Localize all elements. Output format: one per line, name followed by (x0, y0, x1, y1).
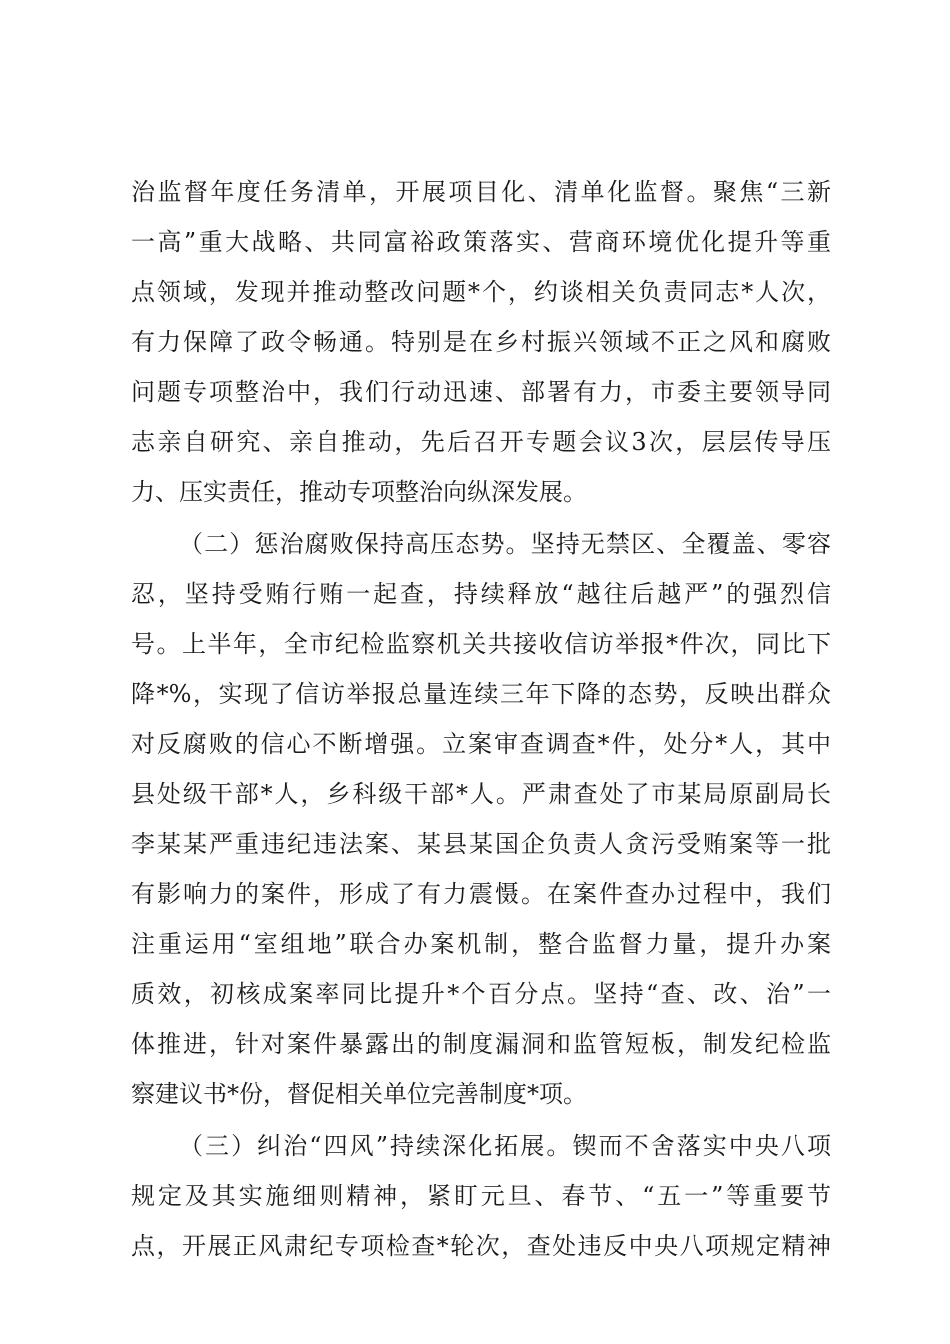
body-text-line: 点领域，发现并推动整改问题*个，约谈相关负责同志*人次， (131, 278, 831, 306)
body-text-line: 李某某严重违纪违法案、某县某国企负责人贪污受贿案等一批 (131, 830, 831, 858)
body-text-line: 县处级干部*人，乡科级干部*人。严肃查处了市某局原副局长 (131, 780, 831, 808)
body-text-line: 对反腐败的信心不断增强。立案审查调查*件，处分*人，其中 (131, 730, 831, 758)
body-text-line: 质效，初核成案率同比提升*个百分点。坚持“查、改、治”一 (131, 980, 831, 1008)
body-text-line: 力、压实责任，推动专项整治向纵深发展。 (131, 478, 587, 506)
body-text-line: 治监督年度任务清单，开展项目化、清单化监督。聚焦“三新 (131, 178, 831, 206)
body-text-line: 降*%，实现了信访举报总量连续三年下降的态势，反映出群众 (131, 680, 831, 708)
body-text-line: 点，开展正风肃纪专项检查*轮次，查处违反中央八项规定精神 (131, 1232, 831, 1260)
section-heading-line: （二）惩治腐败保持高压态势。坚持无禁区、全覆盖、零容 (179, 530, 831, 558)
section-heading-line: （三）纠治“四风”持续深化拓展。锲而不舍落实中央八项 (179, 1132, 831, 1160)
body-text-line: 体推进，针对案件暴露出的制度漏洞和监管短板，制发纪检监 (131, 1030, 831, 1058)
body-text-line: 规定及其实施细则精神，紧盯元旦、春节、“五一”等重要节 (131, 1182, 831, 1210)
body-text-line: 问题专项整治中，我们行动迅速、部署有力，市委主要领导同 (131, 378, 831, 406)
body-text-line: 志亲自研究、亲自推动，先后召开专题会议3次，层层传导压 (131, 428, 831, 456)
body-text-line: 忍，坚持受贿行贿一起查，持续释放“越往后越严”的强烈信 (131, 580, 831, 608)
body-text-line: 有影响力的案件，形成了有力震慑。在案件查办过程中，我们 (131, 880, 831, 908)
body-text-line: 察建议书*份，督促相关单位完善制度*项。 (131, 1080, 587, 1108)
body-text-line: 一高”重大战略、共同富裕政策落实、营商环境优化提升等重 (131, 228, 831, 256)
body-text-line: 有力保障了政令畅通。特别是在乡村振兴领域不正之风和腐败 (131, 328, 831, 356)
body-text-line: 号。上半年，全市纪检监察机关共接收信访举报*件次，同比下 (131, 630, 831, 658)
body-text-line: 注重运用“室组地”联合办案机制，整合监督力量，提升办案 (131, 930, 831, 958)
